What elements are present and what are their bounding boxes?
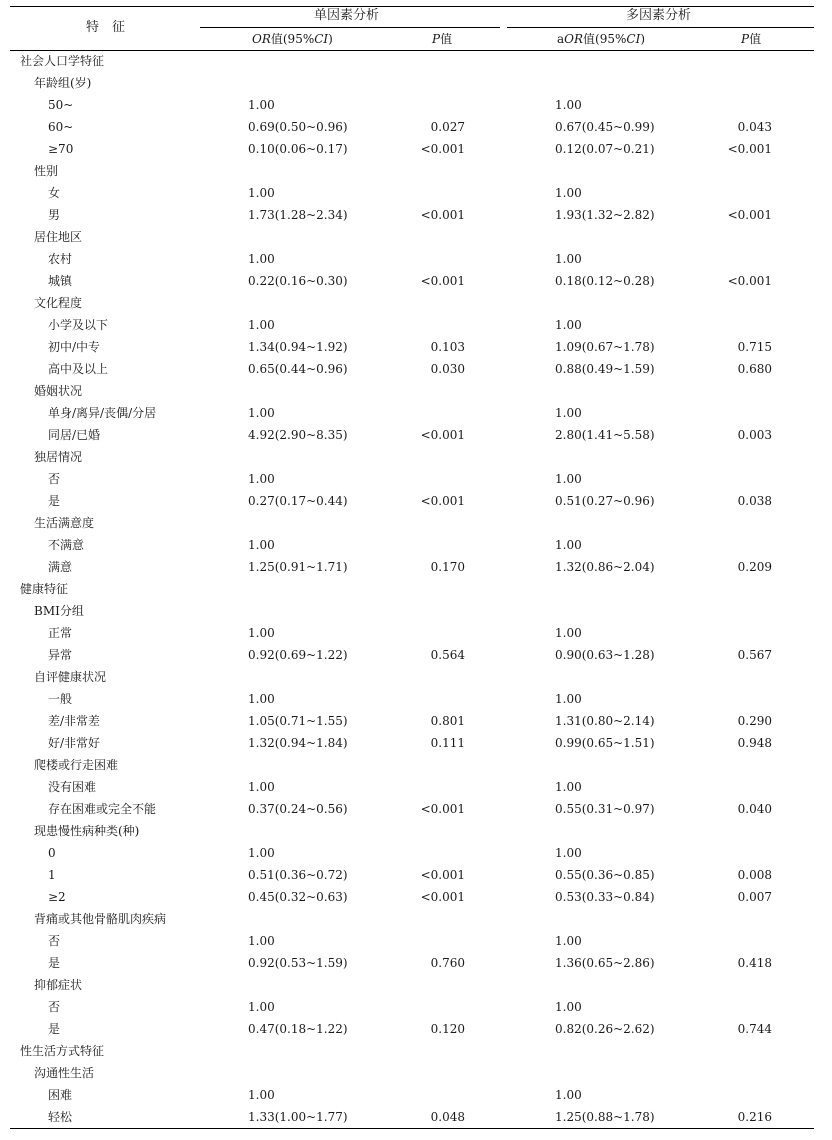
or-univariate-cell: 0.10(0.06~0.17) [248, 142, 348, 156]
aor-multivariate-cell: 0.53(0.33~0.84) [555, 890, 655, 904]
aor-multivariate-cell: 0.88(0.49~1.59) [555, 362, 655, 376]
aor-multivariate-cell: 1.00 [555, 538, 582, 552]
aor-multivariate-cell: 1.00 [555, 318, 582, 332]
or-univariate-cell: 1.00 [248, 1000, 275, 1014]
table-row [0, 842, 832, 864]
or-univariate-cell: 1.00 [248, 538, 275, 552]
table-row [0, 952, 832, 974]
table-row [0, 688, 832, 710]
p-multivariate-cell: 0.290 [737, 714, 772, 728]
or-univariate-cell: 1.32(0.94~1.84) [248, 736, 348, 750]
or-univariate-cell: 1.05(0.71~1.55) [248, 714, 348, 728]
or-univariate-cell: 1.25(0.91~1.71) [248, 560, 348, 574]
or-univariate-cell: 0.51(0.36~0.72) [248, 868, 348, 882]
p-univariate-cell: 0.801 [430, 714, 465, 728]
row-label: 是 [48, 956, 61, 970]
aor-multivariate-cell: 1.09(0.67~1.78) [555, 340, 655, 354]
aor-multivariate-cell: 1.00 [555, 1000, 582, 1014]
p-multivariate-cell: 0.007 [737, 890, 772, 904]
or-suffix: 值(95% [270, 32, 315, 46]
table-row [0, 886, 832, 908]
table-row [0, 622, 832, 644]
p-multivariate-cell: <0.001 [727, 142, 772, 156]
table-row [0, 930, 832, 952]
table-group-row [0, 600, 832, 622]
aor-multivariate-cell: 1.00 [555, 252, 582, 266]
row-label: 现患慢性病种类(种) [34, 824, 140, 838]
bottom-rule [10, 1128, 814, 1129]
p-multivariate-cell: 0.216 [737, 1110, 772, 1124]
table-row [0, 468, 832, 490]
table-row [0, 710, 832, 732]
row-label: 困难 [48, 1088, 73, 1102]
table-group-row [0, 1062, 832, 1084]
aor-multivariate-cell: 0.99(0.65~1.51) [555, 736, 655, 750]
row-label: 初中/中专 [48, 340, 101, 354]
aor-multivariate-cell: 0.12(0.07~0.21) [555, 142, 655, 156]
aor-multivariate-cell: 1.36(0.65~2.86) [555, 956, 655, 970]
header-p-multivariate [741, 31, 761, 47]
or-univariate-cell: 0.92(0.69~1.22) [248, 648, 348, 662]
p-univariate-cell: <0.001 [420, 802, 465, 816]
row-label: BMI分组 [34, 604, 84, 618]
p-multivariate-cell: 0.003 [737, 428, 772, 442]
row-label: 女 [48, 186, 61, 200]
row-label: 轻松 [48, 1110, 73, 1124]
table-group-row [0, 292, 832, 314]
table-row [0, 336, 832, 358]
ci-symbol: CI [314, 32, 329, 46]
table-section-row [0, 578, 832, 600]
p-multivariate-cell: 0.040 [737, 802, 772, 816]
p-univariate-cell: 0.564 [430, 648, 465, 662]
table-row [0, 1018, 832, 1040]
aor-multivariate-cell: 1.32(0.86~2.04) [555, 560, 655, 574]
p-multivariate-cell: <0.001 [727, 208, 772, 222]
p-univariate-cell: <0.001 [420, 428, 465, 442]
aor-multivariate-cell: 1.00 [555, 846, 582, 860]
row-label: 异常 [48, 648, 73, 662]
row-label: 爬楼或行走困难 [34, 758, 119, 772]
row-label: 50~ [48, 98, 74, 112]
row-label: 健康特征 [20, 582, 69, 596]
p-multivariate-cell: 0.043 [737, 120, 772, 134]
p-univariate-cell: <0.001 [420, 208, 465, 222]
or-univariate-cell: 1.33(1.00~1.77) [248, 1110, 348, 1124]
table-row [0, 798, 832, 820]
or-univariate-cell: 1.00 [248, 472, 275, 486]
row-label: 背痛或其他骨骼肌肉疾病 [34, 912, 167, 926]
aor-multivariate-cell: 0.90(0.63~1.28) [555, 648, 655, 662]
header-univariate: 单因素分析 [314, 8, 380, 23]
p-multivariate-cell: 0.715 [737, 340, 772, 354]
aor-multivariate-cell: 1.31(0.80~2.14) [555, 714, 655, 728]
table-section-row [0, 50, 832, 72]
p-symbol: P [432, 32, 441, 46]
p-multivariate-cell: 0.744 [737, 1022, 772, 1036]
row-label: 没有困难 [48, 780, 97, 794]
p-multivariate-cell: 0.209 [737, 560, 772, 574]
p-multivariate-cell: 0.680 [737, 362, 772, 376]
p-multivariate-cell: 0.008 [737, 868, 772, 882]
row-label: 婚姻状况 [34, 384, 83, 398]
row-label: 60~ [48, 120, 74, 134]
table-row [0, 424, 832, 446]
aor-multivariate-cell: 1.93(1.32~2.82) [555, 208, 655, 222]
header-feature: 特 征 [86, 20, 126, 35]
p-suffix-2: 值 [749, 32, 762, 46]
table-group-row [0, 446, 832, 468]
aor-suffix: 值(95% [583, 32, 627, 46]
or-univariate-cell: 1.73(1.28~2.34) [248, 208, 348, 222]
table-row [0, 138, 832, 160]
row-label: 好/非常好 [48, 736, 101, 750]
table-row [0, 358, 832, 380]
p-multivariate-cell: 0.567 [737, 648, 772, 662]
or-close: ) [328, 32, 333, 46]
row-label: 差/非常差 [48, 714, 101, 728]
or-univariate-cell: 0.65(0.44~0.96) [248, 362, 348, 376]
row-label: 同居/已婚 [48, 428, 101, 442]
row-label: 农村 [48, 252, 73, 266]
aor-multivariate-cell: 1.25(0.88~1.78) [555, 1110, 655, 1124]
row-label: 否 [48, 934, 61, 948]
p-univariate-cell: <0.001 [420, 274, 465, 288]
p-univariate-cell: 0.120 [430, 1022, 465, 1036]
aor-multivariate-cell: 1.00 [555, 626, 582, 640]
or-univariate-cell: 1.00 [248, 1088, 275, 1102]
aor-multivariate-cell: 1.00 [555, 1088, 582, 1102]
row-label: 生活满意度 [34, 516, 95, 530]
or-univariate-cell: 0.22(0.16~0.30) [248, 274, 348, 288]
aor-multivariate-cell: 0.55(0.36~0.85) [555, 868, 655, 882]
aor-multivariate-cell: 0.18(0.12~0.28) [555, 274, 655, 288]
row-label: 存在困难或完全不能 [48, 802, 157, 816]
aor-multivariate-cell: 1.00 [555, 692, 582, 706]
or-univariate-cell: 0.27(0.17~0.44) [248, 494, 348, 508]
table-row [0, 94, 832, 116]
aor-multivariate-cell: 1.00 [555, 934, 582, 948]
aor-multivariate-cell: 0.82(0.26~2.62) [555, 1022, 655, 1036]
aor-multivariate-cell: 1.00 [555, 98, 582, 112]
p-univariate-cell: 0.111 [430, 736, 465, 750]
p-univariate-cell: 0.027 [430, 120, 465, 134]
or-univariate-cell: 1.00 [248, 318, 275, 332]
p-univariate-cell: 0.760 [430, 956, 465, 970]
aor-ci-symbol: CI [626, 32, 641, 46]
table-group-row [0, 908, 832, 930]
row-label: 单身/离异/丧偶/分居 [48, 406, 157, 420]
row-label: 沟通性生活 [34, 1066, 95, 1080]
table-row [0, 556, 832, 578]
table-row [0, 776, 832, 798]
top-rule [10, 6, 814, 7]
aor-prefix: a [557, 32, 565, 46]
row-label: 不满意 [48, 538, 85, 552]
table-body [0, 50, 832, 1128]
or-univariate-cell: 0.45(0.32~0.63) [248, 890, 348, 904]
row-label: 社会人口学特征 [20, 54, 105, 68]
table-group-row [0, 820, 832, 842]
or-univariate-cell: 1.00 [248, 626, 275, 640]
p-multivariate-cell: <0.001 [727, 274, 772, 288]
p-univariate-cell: 0.048 [430, 1110, 465, 1124]
row-label: 抑郁症状 [34, 978, 83, 992]
p-symbol-2: P [741, 32, 750, 46]
or-univariate-cell: 0.47(0.18~1.22) [248, 1022, 348, 1036]
aor-multivariate-cell: 1.00 [555, 780, 582, 794]
table-row [0, 1106, 832, 1128]
aor-close: ) [640, 32, 645, 46]
row-label: 性生活方式特征 [20, 1044, 105, 1058]
row-label: 年龄组(岁) [34, 76, 92, 90]
table-row [0, 1084, 832, 1106]
table-row [0, 204, 832, 226]
or-univariate-cell: 1.00 [248, 252, 275, 266]
table-group-row [0, 974, 832, 996]
p-multivariate-cell: 0.038 [737, 494, 772, 508]
table-row [0, 248, 832, 270]
p-multivariate-cell: 0.418 [737, 956, 772, 970]
row-label: ≥2 [48, 890, 66, 904]
row-label: 高中及以上 [48, 362, 109, 376]
table-row [0, 864, 832, 886]
table-row [0, 644, 832, 666]
p-suffix: 值 [440, 32, 453, 46]
or-univariate-cell: 1.00 [248, 934, 275, 948]
table-row [0, 270, 832, 292]
table-group-row [0, 160, 832, 182]
table-row [0, 732, 832, 754]
table-group-row [0, 512, 832, 534]
p-univariate-cell: <0.001 [420, 142, 465, 156]
or-univariate-cell: 0.69(0.50~0.96) [248, 120, 348, 134]
multivariate-rule [507, 27, 814, 28]
table-row [0, 182, 832, 204]
row-label: 是 [48, 494, 61, 508]
row-label: 是 [48, 1022, 61, 1036]
row-label: 自评健康状况 [34, 670, 107, 684]
row-label: 一般 [48, 692, 73, 706]
row-label: 独居情况 [34, 450, 83, 464]
aor-multivariate-cell: 1.00 [555, 472, 582, 486]
or-univariate-cell: 1.00 [248, 846, 275, 860]
table-row [0, 996, 832, 1018]
aor-multivariate-cell: 0.67(0.45~0.99) [555, 120, 655, 134]
row-label: 性别 [34, 164, 59, 178]
row-label: 城镇 [48, 274, 73, 288]
table-group-row [0, 380, 832, 402]
univariate-rule [200, 27, 500, 28]
p-univariate-cell: <0.001 [420, 890, 465, 904]
or-univariate-cell: 0.37(0.24~0.56) [248, 802, 348, 816]
row-label: 否 [48, 472, 61, 486]
row-label: 文化程度 [34, 296, 83, 310]
row-label: 满意 [48, 560, 73, 574]
or-univariate-cell: 1.00 [248, 692, 275, 706]
aor-multivariate-cell: 0.51(0.27~0.96) [555, 494, 655, 508]
table-row [0, 490, 832, 512]
p-multivariate-cell: 0.948 [737, 736, 772, 750]
table-row [0, 314, 832, 336]
aor-multivariate-cell: 2.80(1.41~5.58) [555, 428, 655, 442]
row-label: 否 [48, 1000, 61, 1014]
or-univariate-cell: 4.92(2.90~8.35) [248, 428, 348, 442]
aor-multivariate-cell: 0.55(0.31~0.97) [555, 802, 655, 816]
p-univariate-cell: <0.001 [420, 494, 465, 508]
table-row [0, 402, 832, 424]
or-univariate-cell: 1.00 [248, 406, 275, 420]
row-label: 0 [48, 846, 56, 860]
table-group-row [0, 226, 832, 248]
header-or-ci [252, 31, 333, 47]
p-univariate-cell: <0.001 [420, 868, 465, 882]
header-aor-ci [557, 31, 645, 47]
table-row [0, 534, 832, 556]
header-p-univariate [432, 31, 452, 47]
or-univariate-cell: 0.92(0.53~1.59) [248, 956, 348, 970]
row-label: ≥70 [48, 142, 74, 156]
aor-multivariate-cell: 1.00 [555, 186, 582, 200]
row-label: 男 [48, 208, 61, 222]
or-symbol: OR [252, 32, 271, 46]
header-multivariate: 多因素分析 [626, 8, 692, 23]
table-group-row [0, 72, 832, 94]
or-univariate-cell: 1.00 [248, 186, 275, 200]
or-univariate-cell: 1.34(0.94~1.92) [248, 340, 348, 354]
table-row [0, 116, 832, 138]
table-group-row [0, 666, 832, 688]
p-univariate-cell: 0.030 [430, 362, 465, 376]
row-label: 居住地区 [34, 230, 83, 244]
row-label: 小学及以下 [48, 318, 109, 332]
or-univariate-cell: 1.00 [248, 98, 275, 112]
p-univariate-cell: 0.170 [430, 560, 465, 574]
table-section-row [0, 1040, 832, 1062]
row-label: 正常 [48, 626, 73, 640]
table-group-row [0, 754, 832, 776]
row-label: 1 [48, 868, 56, 882]
p-univariate-cell: 0.103 [430, 340, 465, 354]
aor-multivariate-cell: 1.00 [555, 406, 582, 420]
aor-symbol: OR [564, 32, 584, 46]
or-univariate-cell: 1.00 [248, 780, 275, 794]
